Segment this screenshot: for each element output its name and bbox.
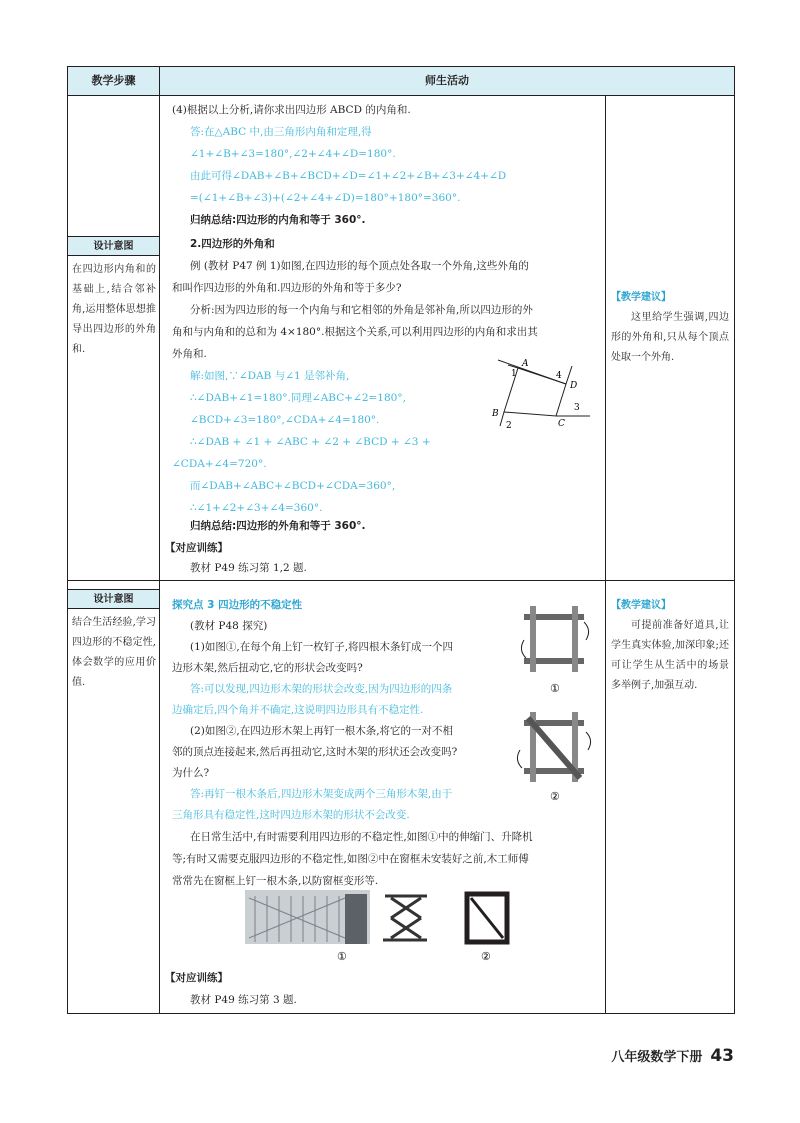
a1-line-1: 答:可以发现,四边形木架的形状会改变,因为四边形的四条	[190, 683, 453, 695]
header-activities: 师生活动	[425, 74, 469, 87]
practice-label-1: 【对应训练】	[165, 542, 228, 554]
bottom-label-1: ①	[337, 950, 347, 963]
analysis-line-1: 分析:因为四边形的每一个内角与和它相邻的外角是邻补角,所以四边形的外	[190, 304, 533, 316]
solution-line-2: ∴∠DAB+∠1=180°.同理∠ABC+∠2=180°,	[190, 392, 406, 404]
frame-label-2: ②	[550, 790, 560, 803]
page-number: 43	[710, 1046, 734, 1066]
life-line-3: 常常先在窗框上钉一根木条,以防窗框变形等.	[172, 875, 379, 887]
bottom-label-2: ②	[481, 950, 491, 963]
summary-2: 归纳总结:四边形的外角和等于 360°.	[190, 520, 366, 532]
answer-line-2: ∠1+∠B+∠3=180°,∠2+∠4+∠D=180°.	[190, 148, 396, 160]
example-line-1: 例 (教材 P47 例 1)如图,在四边形的每个顶点处各取一个外角,这些外角的	[190, 260, 529, 272]
analysis-line-2: 角和与内角和的总和为 4×180°.根据这个关系,可以利用四边形的内角和求出其	[172, 326, 538, 338]
q4: (4)根据以上分析,请你求出四边形 ABCD 的内角和.	[172, 104, 411, 116]
analysis-line-3: 外角和.	[172, 348, 207, 360]
solution-line-6: 而∠DAB+∠ABC+∠BCD+∠CDA=360°,	[190, 480, 396, 492]
q2-line-2: 邻的顶点连接起来,然后再扭动它,这时木架的形状还会改变吗?	[172, 746, 458, 758]
tip-label-2: 【教学建议】	[611, 600, 671, 611]
book-title: 八年级数学下册	[611, 1050, 703, 1065]
design-label-2: 设计意图	[68, 589, 159, 609]
solution-line-5: ∠CDA+∠4=720°.	[172, 458, 267, 470]
bottom-figures	[245, 886, 510, 964]
header-steps: 教学步骤	[91, 74, 136, 87]
solution-line-7: ∴∠1+∠2+∠3+∠4=360°.	[190, 502, 323, 514]
life-line-1: 在日常生活中,有时需要利用四边形的不稳定性,如图①中的伸缩门、升降机	[190, 831, 533, 843]
practice-2: 教材 P49 练习第 3 题.	[190, 994, 297, 1006]
a2-line-1: 答:再钉一根木条后,四边形木架变成两个三角形木架,由于	[190, 788, 453, 800]
q2-line-3: 为什么?	[172, 767, 210, 779]
section3-title: 探究点 3 四边形的不稳定性	[172, 599, 303, 611]
tip-1	[611, 288, 729, 368]
label-c: C	[558, 419, 565, 429]
section2-title: 2.四边形的外角和	[190, 238, 275, 250]
page-footer	[611, 1046, 734, 1066]
quadrilateral-figure	[478, 356, 598, 432]
practice-label-2: 【对应训练】	[165, 972, 228, 984]
label-d: D	[570, 381, 578, 391]
frame-figure-2	[514, 708, 594, 804]
tip-text-1: 这里给学生强调,四边形的外角和,只从每个顶点处取一个外角.	[611, 312, 729, 363]
frame-label-1: ①	[550, 682, 560, 695]
summary-1: 归纳总结:四边形的内角和等于 360°.	[190, 214, 366, 226]
angle-4: 4	[556, 371, 562, 381]
frame-figure-1	[514, 602, 594, 698]
solution-line-1: 解:如图,∵∠DAB 与∠1 是邻补角,	[190, 370, 350, 382]
section3-ref: (教材 P48 探究)	[190, 620, 268, 632]
angle-3: 3	[574, 403, 580, 413]
tip-label-1: 【教学建议】	[611, 292, 671, 303]
a1-line-2: 边确定后,四个角并不确定,这说明四边形具有不稳定性.	[172, 704, 424, 716]
solution-line-4: ∴∠DAB + ∠1 + ∠ABC + ∠2 + ∠BCD + ∠3 +	[190, 436, 431, 448]
tip-2	[611, 596, 729, 696]
design-label-1: 设计意图	[68, 236, 159, 256]
q2-line-1: (2)如图②,在四边形木架上再钉一根木条,将它的一对不相	[190, 725, 454, 737]
answer-line-3: 由此可得∠DAB+∠B+∠BCD+∠D=∠1+∠2+∠B+∠3+∠4+∠D	[190, 170, 507, 182]
q1-line-1: (1)如图①,在每个角上钉一枚钉子,将四根木条钉成一个四	[190, 641, 454, 653]
design-text-1: 在四边形内角和的基础上,结合邻补角,运用整体思想推导出四边形的外角和.	[72, 264, 156, 355]
a2-line-2: 三角形具有稳定性,这时四边形木架的形状不会改变.	[172, 809, 410, 821]
solution-line-3: ∠BCD+∠3=180°,∠CDA+∠4=180°.	[190, 414, 380, 426]
label-b: B	[492, 409, 499, 419]
label-a: A	[522, 359, 529, 369]
answer-line-4: =(∠1+∠B+∠3)+(∠2+∠4+∠D)=180°+180°=360°.	[190, 192, 461, 204]
life-line-2: 等;有时又需要克服四边形的不稳定性,如图②中在窗框未安装好之前,木工师傅	[172, 853, 529, 865]
tip-text-2: 可提前准备好道具,让学生真实体验,加深印象;还可让学生从生活中的场景多举例子,加强互动.	[611, 620, 729, 691]
example-line-2: 和叫作四边形的外角和.四边形的外角和等于多少?	[172, 282, 402, 294]
angle-1: 1	[511, 369, 517, 379]
q1-line-2: 边形木架,然后扭动它,它的形状会改变吗?	[172, 662, 363, 674]
answer-line-1: 答:在△ABC 中,由三角形内角和定理,得	[190, 126, 372, 138]
angle-2: 2	[506, 421, 512, 431]
design-text-2: 结合生活经验,学习四边形的不稳定性,体会数学的应用价值.	[72, 617, 156, 688]
practice-1: 教材 P49 练习第 1,2 题.	[190, 562, 307, 574]
table-header	[68, 67, 734, 96]
